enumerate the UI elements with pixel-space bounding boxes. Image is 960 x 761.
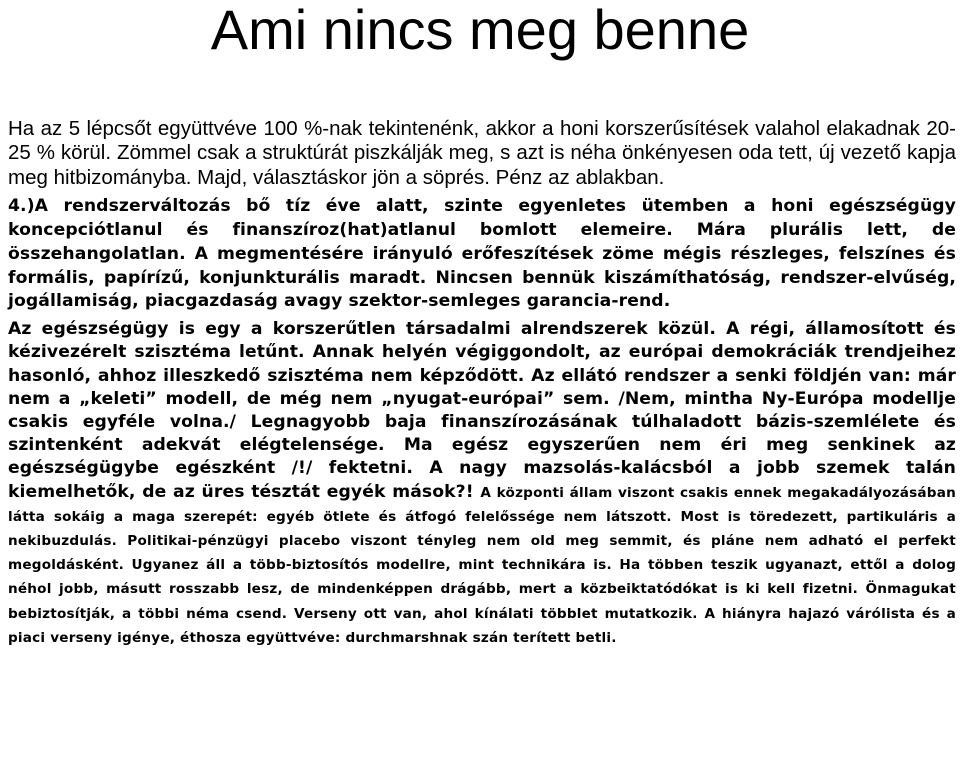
paragraph-healthcare-main: Az egészségügy is egy a korszerűtlen társadalmi alrendszerek közül. A régi, államosított és kézivezérelt szisztéma letűnt. Annak helyén végiggondolt, az európai demokráciák trendjeihez hasonló, ahhoz illeszkedő szisztéma nem képződött. Az ellátó rendszer a senki földjén van: már nem a „keleti” modell, de még nem „nyugat-európai” sem. /Nem, mintha Ny-Európa modellje csakis egyféle volna./ Legnagyobb baja finanszírozásának túlhaladott bázis-szemlélete és szintenként adekvát elégtelensége. Ma egész egyszerűen nem éri meg senkinek az egészségügybe egészként /!/ fektetni. A nagy mazsolás-kalácsból a jobb szemek talán kiemelhetők, de az üres tésztát egyék mások?!: [8, 319, 956, 502]
paragraph-healthcare-small: A központi állam viszont csakis ennek megakadályozásában látta sokáig a maga szerepét: egyéb ötlete és átfogó felelőssége nem látszott. Most is töredezett, partikuláris a nekibuzdulás. Politikai-pénzügyi placebo viszont tényleg nem old meg semmit, és pláne nem adható el perfekt megoldásként. Ugyanez áll a több-biztosítós modellre, mint technikára is. Ha többen teszik ugyanazt, ettől a dolog néhol jobb, másutt rosszabb lesz, de mindenképpen drágább, mert a közbeiktatódókat is ki kell fizetni. Önmagukat bebiztosítják, a többi néma csend. Verseny ott van, ahol kínálati többlet mutatkozik. A hiányra hajazó várólista és a piaci verseny igénye, éthosza együttvéve: durchmarshnak szán terített betli.: [8, 484, 956, 646]
paragraph-system-change: 4.)A rendszerváltozás bő tíz éve alatt, szinte egyenletes ütemben a honi egészségügy koncepciótlanul és finanszíroz(hat)atlanul bomlott elemeire. Mára plurális lett, de összehangolatlan. A megmentésére irányuló erőfeszítések zöme mégis részleges, felszínes és formális, papírízű, konjunkturális maradt. Nincsen bennük kiszámíthatóság, rendszer-elvűség, jogállamiság, piacgazdaság avagy szektor-semleges garancia-rend.: [8, 196, 956, 312]
body-text: [8, 117, 956, 650]
paragraph-healthcare: [8, 318, 956, 650]
page-title: Ami nincs meg benne: [210, 0, 750, 61]
paragraph-intro: Ha az 5 lépcsőt együttvéve 100 %-nak tekintenénk, akkor a honi korszerűsítések valahol elakadnak 20-25 % körül. Zömmel csak a struktúrát piszkálják meg, s azt is néha önkényesen oda tett, új vezető kapja meg hitbizományba. Majd, választáskor jön a söprés. Pénz az ablakban.: [8, 117, 956, 189]
